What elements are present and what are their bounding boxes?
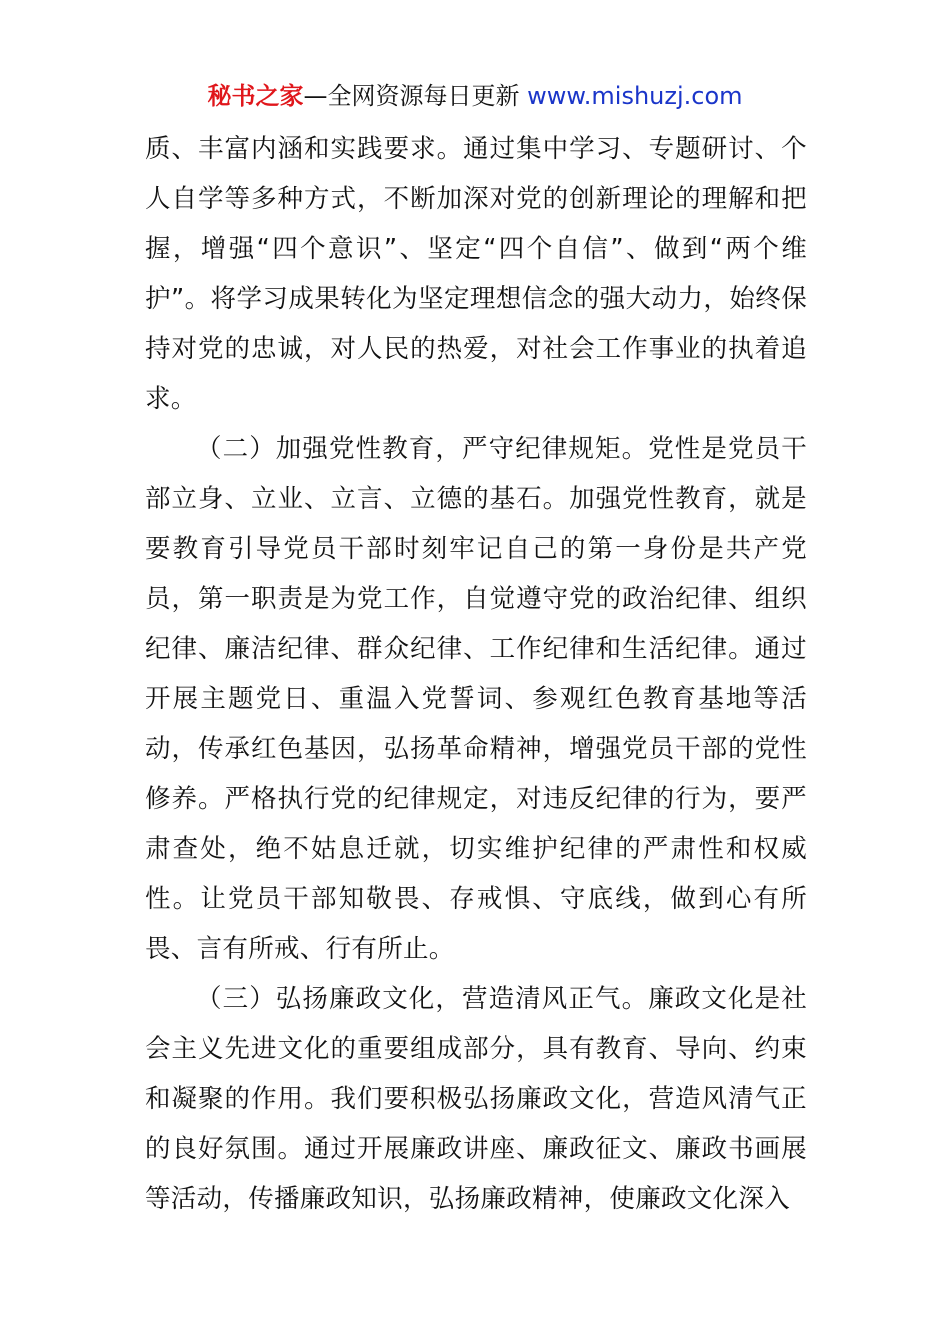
site-tagline: —全网资源每日更新: [303, 82, 528, 110]
paragraph-section-three: （三）弘扬廉政文化，营造清风正气。廉政文化是社会主义先进文化的重要组成部分，具有教育、导向、约束和凝聚的作用。我们要积极弘扬廉政文化，营造风清气正的良好氛围。通过开展廉政讲座、廉政征文、廉政书画展等活动，传播廉政知识，弘扬廉政精神，使廉政文化深入: [145, 984, 807, 1214]
site-url-link[interactable]: www.mishuzj.com: [527, 82, 743, 110]
paragraph-section-two: （二）加强党性教育，严守纪律规矩。党性是党员干部立身、立业、立言、立德的基石。加强党性教育，就是要教育引导党员干部时刻牢记自己的第一身份是共产党员，第一职责是为党工作，自觉遵守党的政治纪律、组织纪律、廉洁纪律、群众纪律、工作纪律和生活纪律。通过开展主题党日、重温入党誓词、参观红色教育基地等活动，传承红色基因，弘扬革命精神，增强党员干部的党性修养。严格执行党的纪律规定，对违反纪律的行为，要严肃查处，绝不姑息迁就，切实维护纪律的严肃性和权威性。让党员干部知敬畏、存戒惧、守底线，做到心有所畏、言有所戒、行有所止。: [145, 434, 807, 964]
site-brand: 秘书之家: [207, 82, 304, 110]
document-body: [145, 124, 807, 1224]
paragraph-continued: 质、丰富内涵和实践要求。通过集中学习、专题研讨、个人自学等多种方式，不断加深对党的创新理论的理解和把握，增强“四个意识”、坚定“四个自信”、做到“两个维护”。将学习成果转化为坚定理想信念的强大动力，始终保持对党的忠诚，对人民的热爱，对社会工作事业的执着追求。: [145, 134, 807, 414]
site-header: [0, 80, 950, 112]
